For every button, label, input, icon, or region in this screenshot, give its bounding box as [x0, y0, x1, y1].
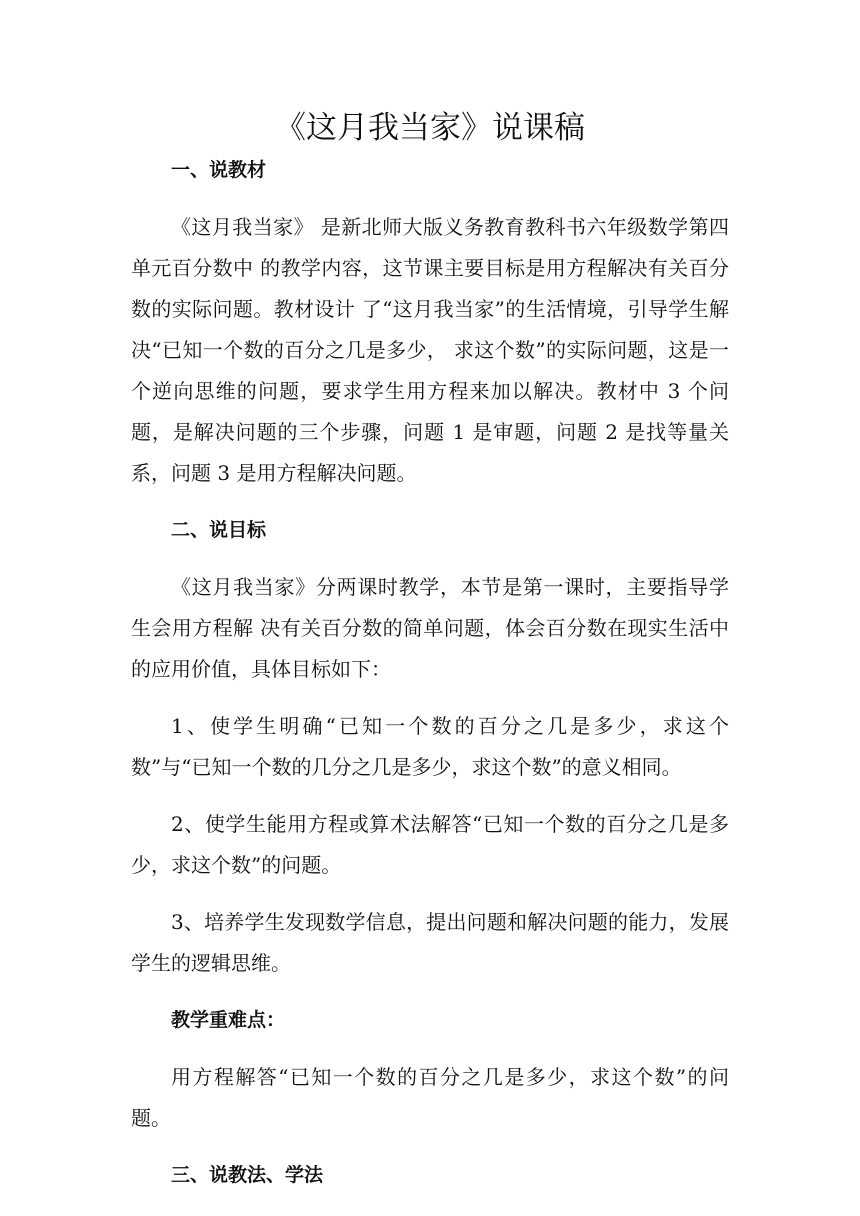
section-heading-textbook: 一、说教材 [171, 159, 267, 181]
document-title: 《这月我当家》说课稿 [275, 110, 585, 146]
section-heading-goals: 二、说目标 [171, 519, 267, 541]
goals-intro-paragraph: 《这月我当家》分两课时教学，本节是第一课时，主要指导学生会用方程解 决有关百分数的简单问题，体会百分数在现实生活中的应用价值，具体目标如下： [131, 575, 729, 681]
section-heading-key-points: 教学重难点： [171, 1009, 286, 1031]
goal-item-3: 3、培养学生发现数学信息，提出问题和解决问题的能力，发展学生的逻辑思维。 [131, 910, 729, 975]
key-points-paragraph: 用方程解答“已知一个数的百分之几是多少，求这个数”的问题。 [131, 1065, 729, 1130]
goal-item-2: 2、使学生能用方程或算术法解答“已知一个数的百分之几是多少，求这个数”的问题。 [131, 812, 729, 877]
goal-item-1: 1、使学生明确“已知一个数的百分之几是多少，求这个数”与“已知一个数的几分之几是多少，求这个数”的意义相同。 [131, 714, 729, 779]
textbook-paragraph: 《这月我当家》 是新北师大版义务教育教科书六年级数学第四单元百分数中 的教学内容，这节课主要目标是用方程解决有关百分数的实际问题。教材设计 了“这月我当家”的生活情境，引导学生解决“已知一个数的百分之几是多少， 求这个数”的实际问题，这是一个逆向思维的问题，要求学生用方程来加以解决。教材中 3 个问题，是解决问题的三个步骤，问题 1 是审题，问题 2 是找等量关系，问题 3 是用方程解决问题。 [131, 215, 729, 485]
section-heading-methods: 三、说教法、学法 [171, 1164, 324, 1186]
document-body [131, 150, 729, 1212]
